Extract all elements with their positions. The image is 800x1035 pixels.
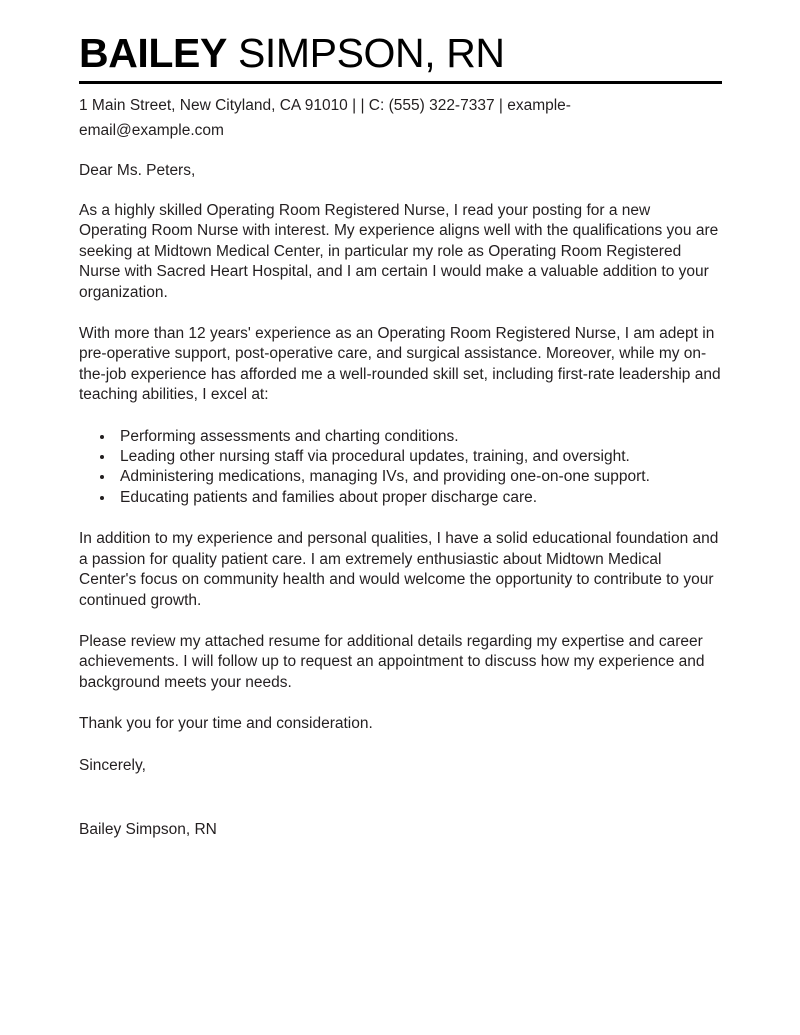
list-item: [79, 447, 722, 467]
list-item: [79, 488, 722, 508]
closing-line: Sincerely,: [79, 756, 146, 774]
letter-body: [79, 161, 722, 840]
bullet-dot-icon: [100, 496, 104, 500]
body-paragraph-3: In addition to my experience and personal qualities, I have a solid educational foundation and a passion for quality patient care. I am extremely enthusiastic about Midtown Medical Center's focus on community health and would welcome the opportunity to contribute to your continued growth.: [79, 530, 719, 609]
body-paragraph-4: Please review my attached resume for additional details regarding my expertise and career achievements. I will follow up to request an appointment to discuss how my experience and background meets your needs.: [79, 632, 705, 691]
list-item-label: Administering medications, managing IVs, and providing one-on-one support.: [120, 468, 650, 486]
signature-space: [79, 776, 722, 820]
list-item-label: Leading other nursing staff via procedural updates, training, and oversight.: [120, 448, 630, 466]
qualifications-list: [79, 427, 722, 509]
bullet-dot-icon: [100, 435, 104, 439]
letterhead: [79, 0, 722, 143]
body-paragraph-1: As a highly skilled Operating Room Registered Nurse, I read your posting for a new Operating Room Nurse with interest. My experience aligns well with the qualifications you are seeking at Midtown Medical Center, in particular my role as Operating Room Registered Nurse with Sacred Heart Hospital, and I am certain I would make a valuable addition to your organization.: [79, 202, 719, 301]
body-paragraph-2: With more than 12 years' experience as an Operating Room Registered Nurse, I am adept in pre-operative support, post-operative care, and surgical assistance. Moreover, while my on-the-job experience has afforded me a well-rounded skill set, including first-rate leadership and teaching abilities, I excel at:: [79, 325, 721, 404]
bullet-dot-icon: [100, 455, 104, 459]
header-divider: [79, 81, 722, 84]
signature-name: Bailey Simpson, RN: [79, 820, 217, 838]
list-item-label: Educating patients and families about proper discharge care.: [120, 488, 538, 506]
page-title: [79, 30, 722, 76]
contact-info-line: 1 Main Street, New Cityland, CA 91010 | | C: (555) 322-7337 | example-email@example.com: [79, 97, 571, 139]
list-item: [79, 427, 722, 447]
applicant-first-name: BAILEY: [79, 30, 227, 76]
letter-sheet: [79, 0, 722, 840]
bullet-dot-icon: [100, 475, 104, 479]
applicant-last-name-credentials: SIMPSON, RN: [226, 30, 505, 76]
list-item: [79, 467, 722, 487]
salutation: Dear Ms. Peters,: [79, 162, 196, 179]
thank-you-line: Thank you for your time and consideration.: [79, 715, 373, 733]
list-item-label: Performing assessments and charting conditions.: [120, 427, 459, 445]
